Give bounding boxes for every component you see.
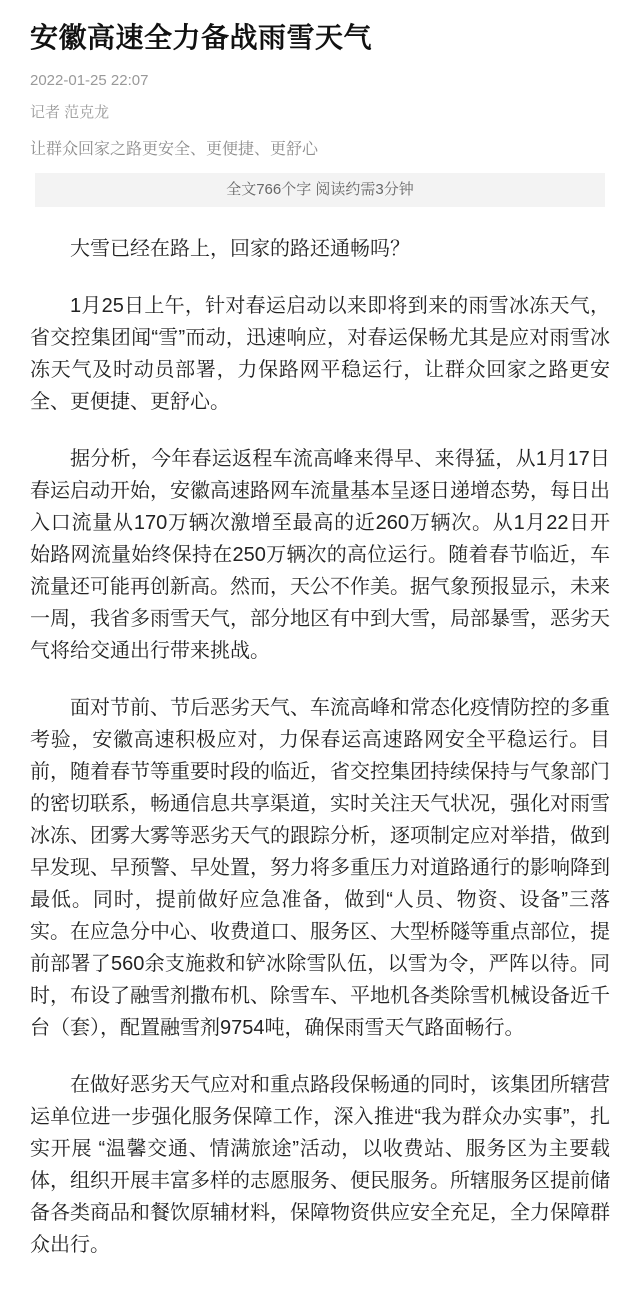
article-title: 安徽高速全力备战雨雪天气: [30, 22, 373, 53]
article-paragraph: 1月25日上午，针对春运启动以来即将到来的雨雪冰冻天气，省交控集团闻“雪”而动，迅速响应，对春运保畅尤其是应对雨雪冰冻天气及时动员部署，力保路网平稳运行，让群众回家之路更安全、更便捷、更舒心。: [30, 295, 610, 413]
article-paragraph: 据分析，今年春运返程车流高峰来得早、来得猛，从1月17日春运启动开始，安徽高速路网车流量基本呈逐日递增态势，每日出入口流量从170万辆次激增至最高的近260万辆次。从1月22日开始路网流量始终保持在250万辆次的高位运行。随着春节临近，车流量还可能再创新高。然而，天公不作美。据气象预报显示，未来一周，我省多雨雪天气，部分地区有中到大雪，局部暴雪，恶劣天气将给交通出行带来挑战。: [30, 448, 610, 662]
publish-date: 2022-01-25 22:07: [30, 72, 149, 89]
article-paragraph: 面对节前、节后恶劣天气、车流高峰和常态化疫情防控的多重考验，安徽高速积极应对，力保春运高速路网安全平稳运行。目前，随着春节等重要时段的临近，省交控集团持续保持与气象部门的密切联系，畅通信息共享渠道，实时关注天气状况，强化对雨雪冰冻、团雾大雾等恶劣天气的跟踪分析，逐项制定应对举措，做到早发现、早预警、早处置，努力将多重压力对道路通行的影响降到最低。同时，提前做好应急准备，做到“人员、物资、设备”三落实。在应急分中心、收费道口、服务区、大型桥隧等重点部位，提前部署了560余支施救和铲冰除雪队伍，以雪为令，严阵以待。同时，布设了融雪剂撒布机、除雪车、平地机各类除雪机械设备近千台（套），配置融雪剂9754吨，确保雨雪天气路面畅行。: [30, 697, 610, 1039]
article-body: [30, 233, 610, 1261]
word-count-bar: 全文766个字 阅读约需3分钟: [35, 173, 605, 207]
article-subtitle: 让群众回家之路更安全、更便捷、更舒心: [30, 141, 319, 158]
article-paragraph-lede: 大雪已经在路上，回家的路还通畅吗？: [70, 238, 410, 260]
reporter-line: 记者 范克龙: [30, 104, 110, 121]
article-paragraph: 在做好恶劣天气应对和重点路段保畅通的同时，该集团所辖营运单位进一步强化服务保障工作，深入推进“我为群众办实事”，扎实开展 “温馨交通、情满旅途”活动，以收费站、服务区为主要载体，组织开展丰富多样的志愿服务、便民服务。所辖服务区提前储备各类商品和餐饮原辅材料，保障物资供应安全充足，全力保障群众出行。: [30, 1074, 610, 1256]
